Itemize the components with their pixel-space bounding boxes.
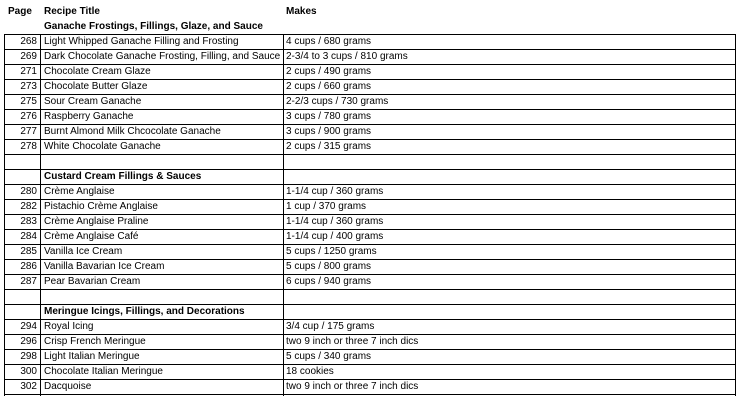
section-heading: Custard Cream Fillings & Sauces [44, 171, 202, 182]
makes-yield: 5 cups / 1250 grams [286, 246, 377, 257]
table-row [0, 229, 736, 244]
section-heading: Meringue Icings, Fillings, and Decorations [44, 306, 245, 317]
grid-line-horizontal [4, 244, 735, 245]
section-heading-row [0, 19, 736, 34]
grid-line-horizontal [4, 124, 735, 125]
recipe-title: Dark Chocolate Ganache Frosting, Filling, and Sauce [44, 51, 281, 62]
grid-line-horizontal [4, 49, 735, 50]
grid-line-horizontal [4, 64, 735, 65]
makes-yield: 3 cups / 780 grams [286, 111, 372, 122]
recipe-title: Crème Anglaise Praline [44, 216, 149, 227]
grid-line-horizontal [4, 394, 735, 395]
section-heading-row [0, 169, 736, 184]
grid-line-horizontal [4, 34, 735, 35]
makes-yield: 4 cups / 680 grams [286, 36, 372, 47]
page-number: 296 [20, 336, 37, 347]
page-number: 275 [20, 96, 37, 107]
makes-yield: 5 cups / 800 grams [286, 261, 372, 272]
makes-yield: 3 cups / 900 grams [286, 126, 372, 137]
table-row [0, 34, 736, 49]
grid-line-horizontal [4, 349, 735, 350]
page-number: 271 [20, 66, 37, 77]
grid-line-horizontal [4, 319, 735, 320]
grid-line-horizontal [4, 274, 735, 275]
grid-line-horizontal [4, 289, 735, 290]
recipe-title: Raspberry Ganache [44, 111, 134, 122]
recipe-title: Crème Anglaise Café [44, 231, 139, 242]
recipe-title: Sour Cream Ganache [44, 96, 142, 107]
makes-yield: 2-3/4 to 3 cups / 810 grams [286, 51, 408, 62]
page-number: 283 [20, 216, 37, 227]
page-number: 273 [20, 81, 37, 92]
table-row [0, 94, 736, 109]
recipe-title: White Chocolate Ganache [44, 141, 161, 152]
makes-yield: 3/4 cup / 175 grams [286, 321, 375, 332]
page-number: 278 [20, 141, 37, 152]
table-row [0, 274, 736, 289]
page-number: 286 [20, 261, 37, 272]
table-row [0, 334, 736, 349]
recipe-title: Crème Anglaise [44, 186, 115, 197]
makes-yield: 1-1/4 cup / 360 grams [286, 216, 384, 227]
page-number: 294 [20, 321, 37, 332]
makes-yield: 1-1/4 cup / 400 grams [286, 231, 384, 242]
blank-row [0, 289, 736, 304]
makes-yield: two 9 inch or three 7 inch dics [286, 336, 419, 347]
recipe-title: Vanilla Ice Cream [44, 246, 123, 257]
makes-yield: two 9 inch or three 7 inch dics [286, 381, 419, 392]
recipe-title: Crisp French Meringue [44, 336, 146, 347]
section-heading-row [0, 304, 736, 319]
page-number: 276 [20, 111, 37, 122]
table-row [0, 214, 736, 229]
grid-line-horizontal [4, 379, 735, 380]
table-row [0, 259, 736, 274]
header-recipe-title: Recipe Title [44, 6, 100, 17]
page-number: 302 [20, 381, 37, 392]
table-row [0, 349, 736, 364]
recipe-title: Chocolate Italian Meringue [44, 366, 163, 377]
grid-line-horizontal [4, 364, 735, 365]
blank-row [0, 154, 736, 169]
recipe-title: Dacquoise [44, 381, 92, 392]
recipe-title: Light Whipped Ganache Filling and Frosting [44, 36, 239, 47]
makes-yield: 2 cups / 660 grams [286, 81, 372, 92]
table-row [0, 79, 736, 94]
page-number: 285 [20, 246, 37, 257]
recipe-title: Chocolate Butter Glaze [44, 81, 148, 92]
recipe-title: Pear Bavarian Cream [44, 276, 141, 287]
grid-line-horizontal [4, 154, 735, 155]
grid-line-horizontal [4, 304, 735, 305]
header-page: Page [8, 6, 32, 17]
page-number: 268 [20, 36, 37, 47]
grid-line-horizontal [4, 229, 735, 230]
table-row [0, 49, 736, 64]
recipe-title: Burnt Almond Milk Chcocolate Ganache [44, 126, 221, 137]
table-row [0, 379, 736, 394]
grid-line-vertical [40, 34, 41, 396]
table-row [0, 244, 736, 259]
makes-yield: 2-2/3 cups / 730 grams [286, 96, 389, 107]
grid-line-horizontal [4, 184, 735, 185]
table-row [0, 199, 736, 214]
makes-yield: 1-1/4 cup / 360 grams [286, 186, 384, 197]
makes-yield: 6 cups / 940 grams [286, 276, 372, 287]
page-number: 298 [20, 351, 37, 362]
makes-yield: 18 cookies [286, 366, 334, 377]
makes-yield: 5 cups / 340 grams [286, 351, 372, 362]
recipe-title: Light Italian Meringue [44, 351, 140, 362]
grid-line-horizontal [4, 259, 735, 260]
recipe-title: Vanilla Bavarian Ice Cream [44, 261, 165, 272]
page-number: 280 [20, 186, 37, 197]
grid-line-horizontal [4, 199, 735, 200]
recipe-title: Chocolate Cream Glaze [44, 66, 151, 77]
page-number: 287 [20, 276, 37, 287]
table-row [0, 64, 736, 79]
grid-line-horizontal [4, 94, 735, 95]
grid-line-horizontal [4, 214, 735, 215]
grid-line-vertical [4, 34, 5, 396]
header-row [0, 4, 736, 19]
makes-yield: 1 cup / 370 grams [286, 201, 367, 212]
table-row [0, 124, 736, 139]
table-row [0, 364, 736, 379]
page-number: 277 [20, 126, 37, 137]
page-number: 282 [20, 201, 37, 212]
table-row [0, 184, 736, 199]
grid-line-horizontal [4, 109, 735, 110]
grid-line-horizontal [4, 139, 735, 140]
recipe-title: Pistachio Crème Anglaise [44, 201, 158, 212]
makes-yield: 2 cups / 315 grams [286, 141, 372, 152]
grid-line-horizontal [4, 169, 735, 170]
table-row [0, 109, 736, 124]
header-makes: Makes [286, 6, 317, 17]
page-number: 269 [20, 51, 37, 62]
grid-line-horizontal [4, 334, 735, 335]
grid-line-horizontal [4, 79, 735, 80]
table-row [0, 139, 736, 154]
makes-yield: 2 cups / 490 grams [286, 66, 372, 77]
grid-line-vertical [283, 34, 284, 396]
page-number: 284 [20, 231, 37, 242]
recipe-title: Royal Icing [44, 321, 94, 332]
page-number: 300 [20, 366, 37, 377]
table-row [0, 319, 736, 334]
section-heading: Ganache Frostings, Fillings, Glaze, and Sauce [44, 21, 263, 32]
